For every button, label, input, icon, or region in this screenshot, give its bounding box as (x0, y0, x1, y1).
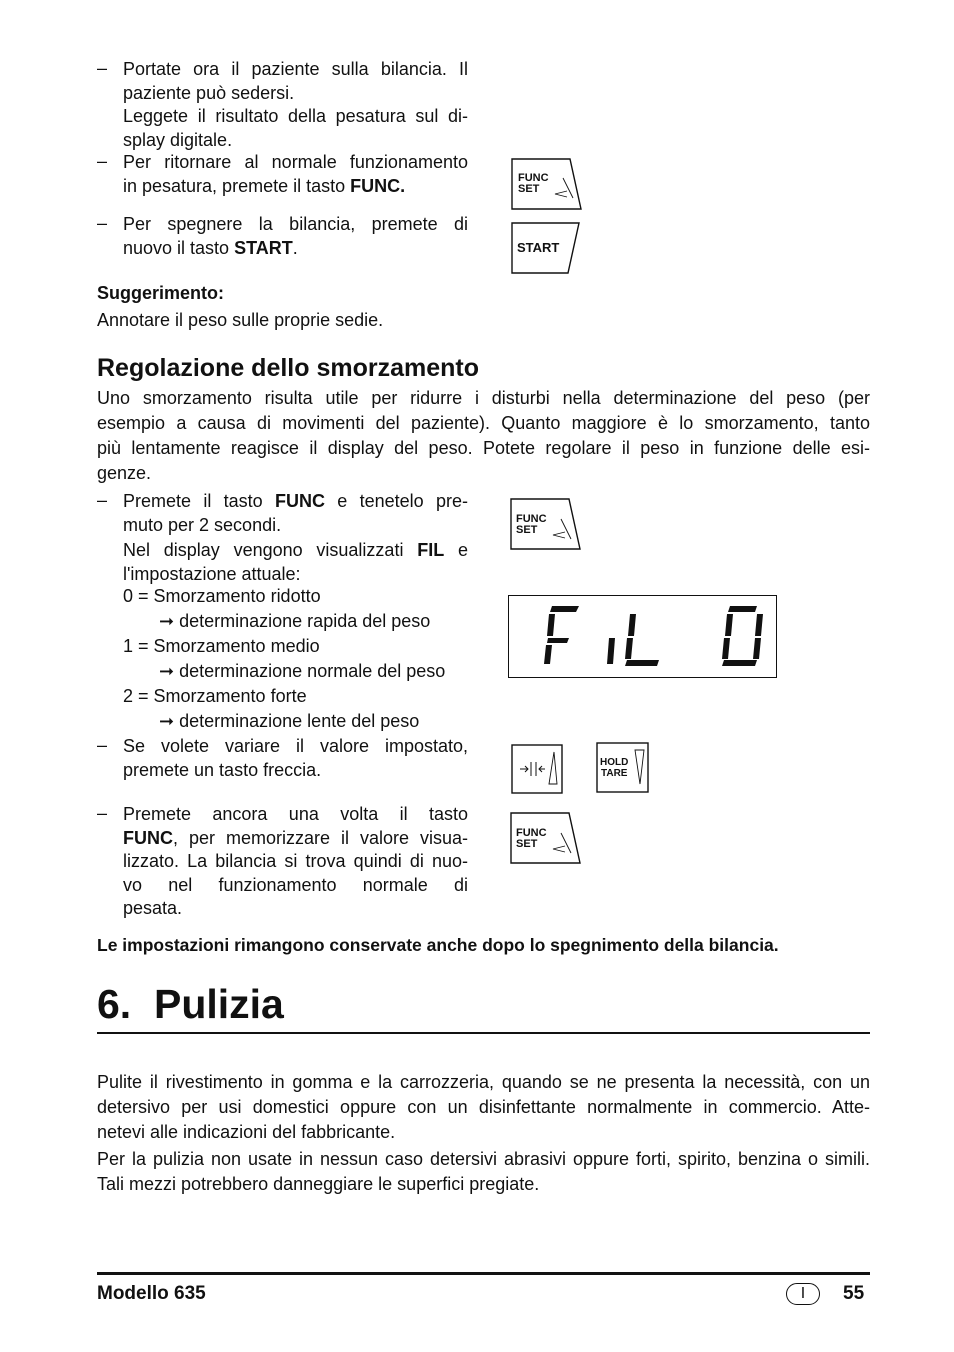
bullet-dash: – (97, 490, 108, 510)
cleaning-paragraph-1 (97, 1070, 870, 1145)
text-line: Uno smorzamento risulta utile per ridurre i disturbi nella determinazione del peso (per (97, 388, 870, 408)
text-line: Premete ancora una volta il tasto (123, 804, 468, 824)
text-line (123, 175, 468, 199)
damping-intro (97, 386, 870, 486)
option-1 (123, 634, 473, 684)
func-label: FUNC (516, 513, 547, 525)
option-result-text: determinazione rapida del peso (179, 611, 431, 631)
cleaning-paragraph-2 (97, 1147, 870, 1197)
bullet-dash: – (97, 213, 108, 233)
text-line: Pulite il rivestimento in gomma e la carrozzeria, quando se ne presenta la necessità, con un (97, 1072, 870, 1092)
lcd-display (508, 595, 777, 678)
text-line (123, 539, 468, 563)
text-line: Se volete variare il valore impostato, (123, 736, 468, 756)
bold-display-code: FIL (417, 540, 445, 560)
text-line: muto per 2 secondi. (123, 514, 282, 535)
text-line: paziente può sedersi. (123, 82, 295, 103)
bold-key-name: FUNC (123, 827, 173, 848)
text-line: pesata. (123, 898, 183, 918)
text-line (123, 490, 468, 514)
text-span: e (444, 540, 468, 560)
tare-label: TARE (601, 768, 628, 779)
text-span: Nel display vengono visualizzati (123, 540, 418, 560)
text-line: splay digitale. (123, 129, 233, 150)
option-result (123, 609, 473, 634)
chapter-heading-cleaning: 6. Pulizia (97, 981, 284, 1027)
settings-retained-note: Le impostazioni rimangono conservate anche dopo lo spegnimento della bilancia. (97, 935, 779, 955)
set-label: SET (518, 183, 540, 195)
text-line: più lentamente reagisce il display del peso. Potete regolare il peso in funzione delle esi- (97, 438, 870, 458)
func-set-key-icon (511, 158, 583, 210)
option-label: 2 = Smorzamento forte (123, 686, 307, 706)
text-line: lizzato. La bilancia si trova quindi di nuo- (123, 851, 468, 871)
text-line: premete un tasto freccia. (123, 759, 322, 780)
func-label: FUNC (518, 172, 549, 184)
start-key-icon (511, 222, 581, 274)
func-label: FUNC (516, 827, 547, 839)
text-line (123, 827, 468, 851)
damping-options (123, 584, 473, 734)
text-span: in pesatura, premete il tasto (123, 175, 351, 196)
footer-model: Modello 635 (97, 1283, 206, 1304)
text-line: l'impostazione attuale: (123, 563, 301, 584)
option-result-text: determinazione lente del peso (179, 711, 420, 731)
page-number: 55 (843, 1283, 865, 1304)
bullet-dash: – (97, 735, 108, 755)
bold-key-name: FUNC (274, 491, 325, 511)
option-2 (123, 684, 473, 734)
text-line: esempio a causa di movimenti del paziente). Quanto maggiore è lo smorzamento, tanto (97, 413, 870, 433)
text-span: . (292, 237, 298, 258)
text-line: Portate ora il paziente sulla bilancia. Il (123, 59, 468, 79)
step-hold-func (97, 490, 468, 586)
hold-tare-key-icon[interactable] (596, 742, 651, 794)
text-span: Premete il tasto (123, 491, 275, 511)
text-line: Per spegnere la bilancia, premete di (123, 214, 468, 234)
set-label: SET (516, 524, 538, 536)
text-span: nuovo il tasto (123, 237, 235, 258)
bold-key-name: START (234, 237, 293, 258)
bullet-dash: – (97, 151, 108, 171)
option-label: 1 = Smorzamento medio (123, 636, 320, 656)
option-result-text: determinazione normale del peso (179, 661, 446, 681)
text-line: detersivo per usi domestici oppure con un disinfettante normalmente in commercio. Atte- (97, 1097, 870, 1117)
option-result (123, 709, 473, 734)
arrow-right-icon: ➞ (159, 611, 175, 631)
option-result (123, 659, 473, 684)
tip-title: Suggerimento: (97, 283, 225, 303)
text-span: e tenetelo pre- (324, 491, 468, 511)
footer-rule (97, 1272, 870, 1275)
text-line: genze. (97, 463, 152, 483)
hold-label: HOLD (600, 757, 629, 768)
lcd-segments-icon (509, 596, 776, 677)
text-line: Per la pulizia non usate in nessun caso detersivi abrasivi oppure forti, spirito, benzina o simili. (97, 1149, 870, 1169)
bullet-place-patient (97, 58, 468, 152)
text-line (123, 237, 468, 261)
option-label: 0 = Smorzamento ridotto (123, 586, 321, 606)
arrow-right-icon: ➞ (159, 711, 175, 731)
option-0 (123, 584, 473, 634)
func-set-key-icon (510, 498, 582, 550)
bold-key-name: FUNC. (350, 175, 406, 196)
arrow-right-icon: ➞ (159, 661, 175, 681)
text-line: Per ritornare al normale funzionamento (123, 152, 468, 172)
bullet-switch-off (97, 213, 468, 260)
chapter-rule (97, 1032, 870, 1034)
step-arrow-keys (97, 735, 468, 782)
bullet-dash: – (97, 803, 108, 823)
bullet-return-weighing (97, 151, 468, 198)
text-span: , per memorizzare il valore visua- (173, 827, 468, 848)
arrow-key-icon[interactable] (511, 744, 565, 795)
section-heading-damping: Regolazione dello smorzamento (97, 354, 480, 382)
bullet-dash: – (97, 58, 108, 78)
text-line: netevi alle indicazioni del fabbricante. (97, 1122, 396, 1142)
step-save-func (97, 803, 468, 921)
text-line: Tali mezzi potrebbero danneggiare le superfici pregiate. (97, 1174, 540, 1194)
language-badge: I (786, 1283, 820, 1305)
set-label: SET (516, 838, 538, 850)
text-line: Leggete il risultato della pesatura sul di- (123, 106, 468, 126)
text-line: vo nel funzionamento normale di (123, 874, 468, 895)
start-label: START (517, 240, 560, 255)
tip-text: Annotare il peso sulle proprie sedie. (97, 310, 384, 330)
func-set-key-icon (510, 812, 582, 864)
